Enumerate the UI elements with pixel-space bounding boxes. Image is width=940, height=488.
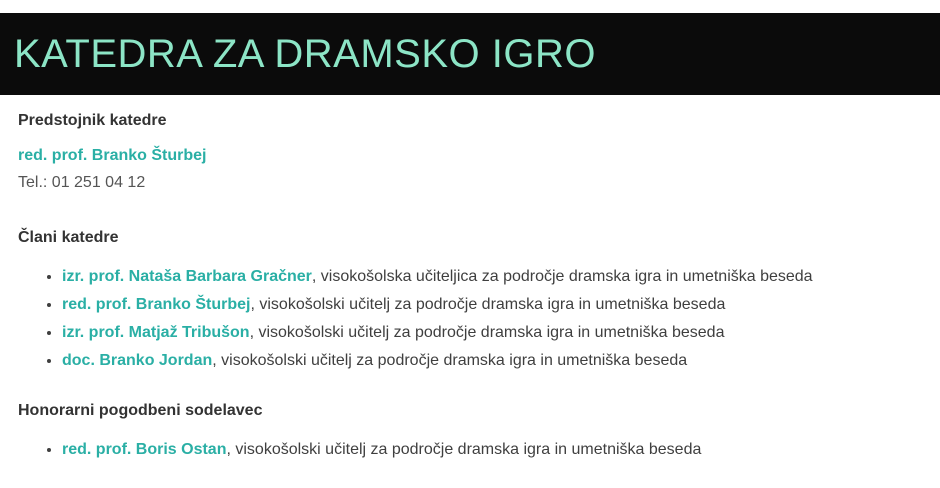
member-person-link[interactable]: izr. prof. Nataša Barbara Gračner bbox=[62, 268, 312, 285]
main-content bbox=[0, 110, 940, 464]
contractors-section-heading: Honorarni pogodbeni sodelavec bbox=[18, 402, 263, 419]
member-list-item bbox=[62, 263, 922, 291]
member-list-item bbox=[62, 347, 922, 375]
member-description: , visokošolski učitelj za področje dramska igra in umetniška beseda bbox=[212, 352, 688, 369]
member-list-item bbox=[62, 319, 922, 347]
members-section-heading: Člani katedre bbox=[18, 229, 119, 246]
member-list-item bbox=[62, 291, 922, 319]
member-person-link[interactable]: red. prof. Boris Ostan bbox=[62, 441, 227, 458]
chief-phone: Tel.: 01 251 04 12 bbox=[18, 174, 146, 191]
member-person-link[interactable]: doc. Branko Jordan bbox=[62, 352, 213, 369]
member-description: , visokošolska učiteljica za področje dramska igra in umetniška beseda bbox=[311, 268, 813, 285]
member-list-item bbox=[62, 436, 922, 464]
contractors-list bbox=[18, 436, 922, 464]
member-description: , visokošolski učitelj za področje dramska igra in umetniška beseda bbox=[250, 296, 726, 313]
member-description: , visokošolski učitelj za področje dramska igra in umetniška beseda bbox=[249, 324, 725, 341]
member-description: , visokošolski učitelj za področje dramska igra in umetniška beseda bbox=[226, 441, 702, 458]
chief-line bbox=[18, 145, 922, 167]
member-person-link[interactable]: izr. prof. Matjaž Tribušon bbox=[62, 324, 250, 341]
member-person-link[interactable]: red. prof. Branko Šturbej bbox=[62, 296, 251, 313]
chief-person-link[interactable]: red. prof. Branko Šturbej bbox=[18, 147, 207, 164]
members-list bbox=[18, 263, 922, 375]
chief-section-heading: Predstojnik katedre bbox=[18, 112, 167, 129]
header-bar bbox=[0, 13, 940, 95]
page-title: KATEDRA ZA DRAMSKO IGRO bbox=[14, 31, 596, 76]
